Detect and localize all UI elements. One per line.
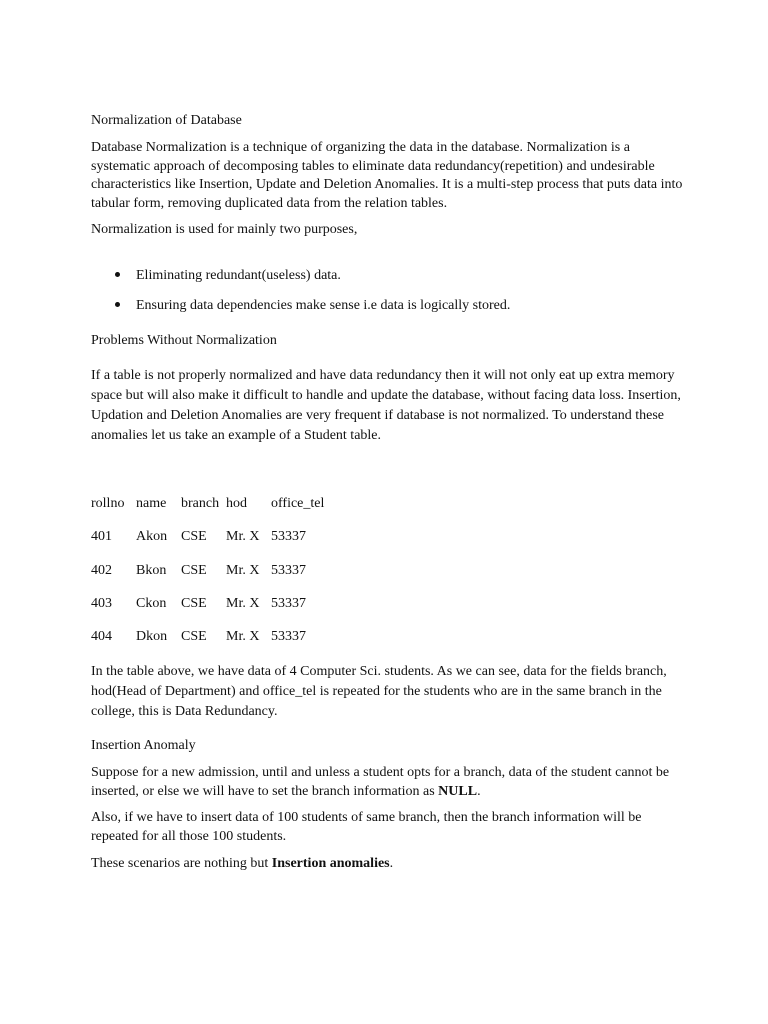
list-item [91, 266, 683, 296]
table-cell: Mr. X [226, 529, 260, 544]
table-cell: 53337 [271, 529, 306, 544]
table-header-cell: rollno [91, 496, 125, 511]
insertion-paragraph-1 [91, 764, 683, 801]
table-header-cell: name [136, 496, 167, 511]
table-cell: 402 [91, 563, 112, 578]
table-header-cell: office_tel [271, 496, 325, 511]
paragraph-text: . [477, 783, 481, 799]
table-row [91, 561, 391, 581]
table-cell: Dkon [136, 629, 168, 644]
insertion-paragraph-2: Also, if we have to insert data of 100 students of same branch, then the branch information will be repeated for all those 100 students. [91, 810, 642, 844]
intro-paragraph: Database Normalization is a technique of organizing the data in the database. Normalization is a systematic approach of decomposing tables to eliminate data redundancy(repetition) and undesirable characteristics like Insertion, Update and Deletion Anomalies. It is a multi-step process that puts data into tabular form, removing duplicated data from the relation tables. [91, 140, 683, 211]
document-title: Normalization of Database [91, 113, 242, 128]
table-header-row [91, 494, 391, 514]
bullet-icon [115, 272, 120, 277]
paragraph-text: . [389, 856, 394, 871]
table-cell: Ckon [136, 596, 167, 611]
insertion-anomalies-term: Insertion anomalies [271, 856, 390, 871]
table-cell: 53337 [271, 629, 306, 644]
table-cell: CSE [181, 563, 207, 578]
table-cell: Bkon [136, 563, 167, 578]
table-cell: Mr. X [226, 563, 260, 578]
table-header-cell: hod [226, 496, 247, 511]
list-item-text: Eliminating redundant(useless) data. [136, 268, 341, 283]
table-cell: Mr. X [226, 596, 260, 611]
table-explanation: In the table above, we have data of 4 Computer Sci. students. As we can see, data for the fields branch, hod(Head of Department) and office_tel is repeated for the students who are in the same branch in the college, this is Data Redundancy. [91, 664, 667, 719]
purposes-intro: Normalization is used for mainly two purposes, [91, 222, 358, 237]
list-item-text: Ensuring data dependencies make sense i.e data is logically stored. [136, 298, 511, 313]
paragraph-text: These scenarios are nothing but [91, 856, 272, 871]
table-cell: 53337 [271, 563, 306, 578]
problems-heading: Problems Without Normalization [91, 333, 277, 348]
list-item [91, 296, 683, 326]
table-row [91, 594, 391, 614]
purposes-list [91, 266, 683, 326]
table-cell: CSE [181, 629, 207, 644]
bullet-icon [115, 302, 120, 307]
problems-paragraph: If a table is not properly normalized and have data redundancy then it will not only eat up extra memory space but will also make it difficult to handle and update the database, without facing data loss. Insertion, Updation and Deletion Anomalies are very frequent if database is not normalized. To understand these anomalies let us take an example of a Student table. [91, 368, 681, 443]
insertion-anomaly-heading: Insertion Anomaly [91, 738, 196, 753]
null-keyword: NULL [438, 783, 478, 799]
table-cell: CSE [181, 529, 207, 544]
table-row [91, 627, 391, 647]
table-cell: Akon [136, 529, 168, 544]
paragraph-text: Suppose for a new admission, until and unless a student opts for a branch, data of the student cannot be inserted, or else we will have to set the branch information as [91, 765, 670, 799]
table-header-cell: branch [181, 496, 220, 511]
insertion-paragraph-3 [91, 855, 683, 874]
table-row [91, 527, 391, 547]
table-cell: 403 [91, 596, 112, 611]
table-cell: 404 [91, 629, 112, 644]
table-cell: 53337 [271, 596, 306, 611]
table-cell: Mr. X [226, 629, 260, 644]
table-cell: CSE [181, 596, 207, 611]
table-cell: 401 [91, 529, 112, 544]
